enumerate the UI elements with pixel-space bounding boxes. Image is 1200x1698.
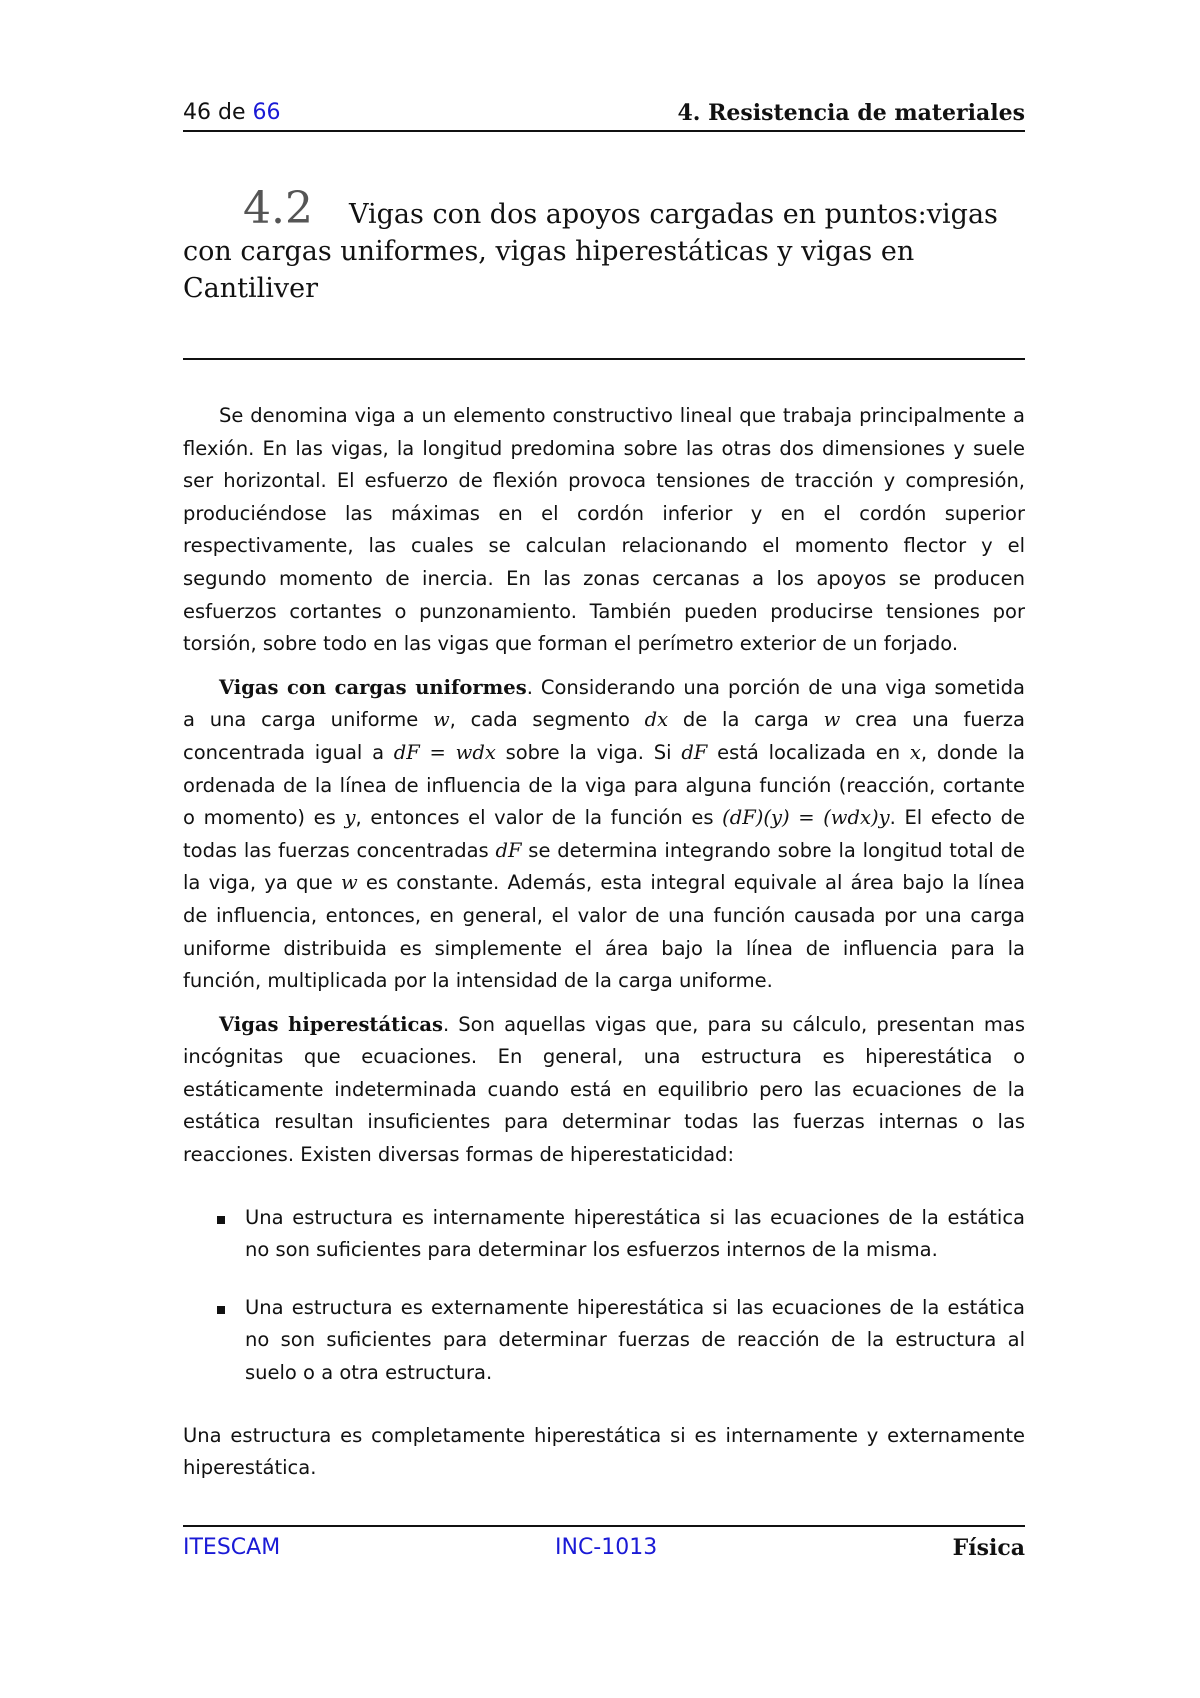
- footer-subject: Física: [952, 1535, 1025, 1561]
- page-footer: [183, 1535, 1025, 1565]
- math-equation: (dF)(y) = (wdx)y: [722, 806, 890, 830]
- text-fragment: . El efecto de todas las fuerzas concentradas: [183, 806, 1025, 862]
- list-item: [245, 1292, 1025, 1390]
- text-fragment: es constante. Además, esta integral equivale al área bajo la línea de influencia, entonces, en general, el valor de una función causada por una carga uniforme distribuida es simplemente el área bajo la línea de influencia para la función, multiplicada por la intensidad de la carga uniforme.: [183, 871, 1025, 993]
- section-number: 4.2: [243, 183, 313, 234]
- text-fragment: está localizada en: [707, 740, 910, 764]
- section-title: Vigas con dos apoyos cargadas en puntos:vigas con cargas uniformes, vigas hiperestáticas y vigas en Cantiliver: [183, 199, 998, 304]
- math-equation: dF = wdx: [393, 740, 496, 764]
- heading-uniform-loads: Vigas con cargas uniformes: [219, 675, 527, 699]
- math-y: y: [344, 806, 356, 830]
- page-of-label: de: [218, 100, 246, 125]
- text-fragment: sobre la viga. Si: [495, 740, 682, 764]
- page-counter: [183, 100, 281, 125]
- header-divider: [183, 130, 1025, 132]
- footer-divider: [183, 1525, 1025, 1527]
- page-header: [183, 100, 1025, 130]
- section-heading: [183, 183, 1025, 307]
- footer-course-link[interactable]: INC-1013: [555, 1535, 658, 1560]
- footer-institution-link[interactable]: ITESCAM: [183, 1535, 281, 1560]
- list-item-text: Una estructura es externamente hiperestática si las ecuaciones de la estática no son suficientes para determinar fuerzas de reacción de la estructura al suelo o a otra estructura.: [245, 1295, 1025, 1385]
- bullet-square-icon: [217, 1306, 225, 1314]
- paragraph-conclusion: Una estructura es completamente hiperestática si es internamente y externamente hiperestática.: [183, 1423, 1025, 1480]
- list-item-text: Una estructura es internamente hiperestática si las ecuaciones de la estática no son suficientes para determinar los esfuerzos internos de la misma.: [245, 1205, 1025, 1262]
- math-dx: dx: [644, 708, 669, 732]
- paragraph-uniform-loads: [183, 672, 1025, 998]
- text-fragment: . Son aquellas vigas que, para su cálculo, presentan mas incógnitas que ecuaciones. En general, una estructura es hiperestática o estáticamente indeterminada cuando está en equilibrio pero las ecuaciones de la estática resultan insuficientes para determinar todas las fuerzas internas o las reacciones. Existen diversas formas de hiperestaticidad:: [183, 1012, 1025, 1167]
- text-fragment: se determina integrando sobre la longitud total de la viga, ya que: [183, 838, 1026, 895]
- list-item: [245, 1202, 1025, 1267]
- math-w: w: [340, 871, 358, 895]
- text-fragment: . Considerando una porción de una viga sometida a una carga uniforme: [183, 675, 1025, 732]
- page-total-link[interactable]: 66: [252, 100, 281, 125]
- math-w: w: [432, 708, 450, 732]
- paragraph-hyperstatic: [183, 1009, 1025, 1172]
- text-fragment: , entonces el valor de la función es: [355, 806, 723, 830]
- page-current: 46: [183, 100, 211, 125]
- math-w: w: [823, 708, 841, 732]
- math-dF: dF: [495, 838, 522, 862]
- text-fragment: , cada segmento: [449, 708, 645, 732]
- text-fragment: , donde la ordenada de la línea de influencia de la viga para alguna función (reacción, cortante o momento) es: [183, 740, 1025, 830]
- heading-hyperstatic: Vigas hiperestáticas: [219, 1012, 443, 1036]
- chapter-title: 4. Resistencia de materiales: [677, 100, 1025, 126]
- bullet-list: [183, 1202, 1025, 1390]
- text-fragment: de la carga: [668, 708, 824, 732]
- section-divider: [183, 358, 1025, 360]
- text-fragment: crea una fuerza concentrada igual a: [183, 708, 1025, 764]
- body-text: [183, 400, 1025, 1496]
- paragraph-intro: Se denomina viga a un elemento constructivo lineal que trabaja principalmente a flexión. En las vigas, la longitud predomina sobre las otras dos dimensiones y suele ser horizontal. El esfuerzo de flexión provoca tensiones de tracción y compresión, produciéndose las máximas en el cordón inferior y en el cordón superior respectivamente, las cuales se calculan relacionando el momento flector y el segundo momento de inercia. En las zonas cercanas a los apoyos se producen esfuerzos cortantes o punzonamiento. También pueden producirse tensiones por torsión, sobre todo en las vigas que forman el perímetro exterior de un forjado.: [183, 404, 1025, 656]
- math-x: x: [909, 740, 921, 764]
- math-dF: dF: [681, 740, 708, 764]
- bullet-square-icon: [217, 1216, 225, 1224]
